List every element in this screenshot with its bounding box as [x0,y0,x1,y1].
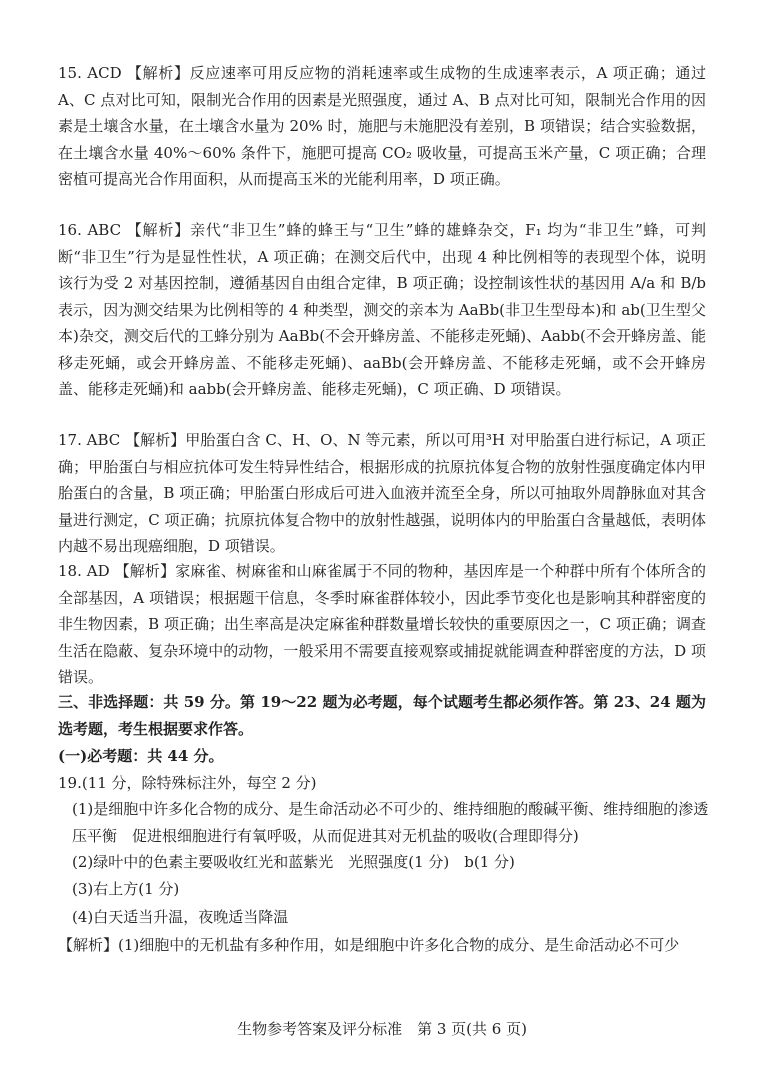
answer-q18: 18. AD 【解析】家麻雀、树麻雀和山麻雀属于不同的物种，基因库是一个种群中所有个体所含的全部基因，A 项错误；根据题干信息，冬季时麻雀群体较小，因此季节变化也是影响其种群密度的非生物因素，B 项正确；出生率高是决定麻雀种群数量增长较快的重要原因之一，C 项正确；调查生活在隐蔽、复杂环境中的动物，一般采用不需要直接观察或捕捉就能调查种群密度的方法，D 项错误。 [58,562,706,686]
q19-heading: 19.(11 分，除特殊标注外，每空 2 分) [58,774,317,792]
section-nonchoice-heading: 三、非选择题：共 59 分。第 19～22 题为必考题，每个试题考生都必须作答。第 23、24 题为选考题，考生根据要求作答。 [58,693,706,738]
answer-q17: 17. ABC 【解析】甲胎蛋白含 C、H、O、N 等元素，所以可用³H 对甲胎蛋白进行标记，A 项正确；甲胎蛋白与相应抗体可发生特异性结合，根据形成的抗原抗体复合物的放射性强度确定体内甲胎蛋白的含量，B 项正确；甲胎蛋白形成后可进入血液并流至全身，所以可抽取外周静脉血对其含量进行测定，C 项正确；抗原抗体复合物中的放射性越强，说明体内的甲胎蛋白含量越低，表明体内越不易出现癌细胞，D 项错误。 [58,431,706,555]
answer-q15: 15. ACD 【解析】反应速率可用反应物的消耗速率或生成物的生成速率表示，A 项正确；通过 A、C 点对比可知，限制光合作用的因素是光照强度，通过 A、B 点对比可知，限制光合作用的因素是土壤含水量，在土壤含水量为 20% 时，施肥与未施肥没有差别，B 项错误；结合实验数据，在土壤含水量 40%～60% 条件下，施肥可提高 CO₂ 吸收量，可提高玉米产量，C 项正确；合理密植可提高光合作用面积，从而提高玉米的光能利用率，D 项正确。 [58,64,706,188]
section-required-heading: (一)必考题：共 44 分。 [58,747,224,765]
q19-answer-1: (1)是细胞中许多化合物的成分、是生命活动必不可少的、维持细胞的酸碱平衡、维持细胞的渗透压平衡 促进根细胞进行有氧呼吸，从而促进其对无机盐的吸收(合理即得分) [72,800,709,845]
q19-answer-4: (4)白天适当升温，夜晚适当降温 [72,908,289,926]
q19-explanation: 【解析】(1)细胞中的无机盐有多种作用，如是细胞中许多化合物的成分、是生命活动必不可少 [58,936,680,954]
q19-answer-2: (2)绿叶中的色素主要吸收红光和蓝紫光 光照强度(1 分) b(1 分) [72,853,515,871]
answer-q16: 16. ABC 【解析】亲代“非卫生”蜂的蜂王与“卫生”蜂的雄蜂杂交，F₁ 均为“非卫生”蜂，可判断“非卫生”行为是显性性状，A 项正确；在测交后代中，出现 4 种比例相等的表现型个体，说明该行为受 2 对基因控制，遵循基因自由组合定律，B 项正确；设控制该性状的基因用 A/a 和 B/b 表示，因为测交结果为比例相等的 4 种类型，测交的亲本为 AaBb(非卫生型母本)和 ab(卫生型父本)杂交，测交后代的工蜂分别为 AaBb(不会开蜂房盖、不能移走死蛹)、Aabb(不会开蜂房盖、能移走死蛹，或会开蜂房盖、不能移走死蛹)、aaBb(会开蜂房盖、不能移走死蛹，或不会开蜂房盖、能移走死蛹)和 aabb(会开蜂房盖、能移走死蛹)，C 项正确、D 项错误。 [58,221,706,398]
q19-answer-3: (3)右上方(1 分) [72,880,180,898]
page-footer: 生物参考答案及评分标准 第 3 页(共 6 页) [237,1020,527,1038]
